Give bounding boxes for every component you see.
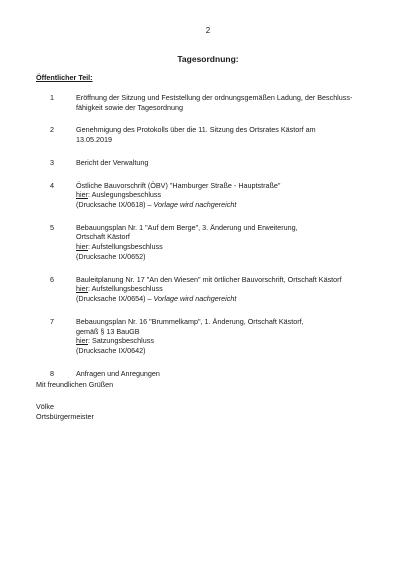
text-segment: Eröffnung der Sitzung und Feststellung der ordnungsgemäßen Ladung, der Beschluss- [76, 93, 353, 102]
agenda-item-text [76, 275, 381, 304]
agenda-item-text [76, 369, 381, 379]
signature-block [36, 402, 94, 421]
agenda-item [36, 317, 381, 356]
agenda-item-line [76, 294, 381, 304]
agenda-item-text [76, 317, 381, 356]
agenda-item [36, 369, 381, 379]
agenda-item-line [76, 242, 381, 252]
text-segment: Bebauungsplan Nr. 16 "Brummelkamp", 1. Änderung, Ortschaft Kästorf, [76, 316, 304, 326]
agenda-item-number: 6 [50, 274, 54, 284]
agenda-item-number: 1 [50, 93, 54, 102]
agenda-item-number: 7 [50, 316, 54, 326]
text-segment: (Drucksache IX/0652) [76, 251, 146, 261]
agenda-item-number: 3 [50, 157, 54, 167]
text-segment: Bericht der Verwaltung [76, 157, 149, 167]
underlined-text: hier [76, 336, 88, 346]
agenda-item-line [76, 200, 381, 210]
text-segment: (Drucksache IX/0654) – [76, 294, 154, 304]
underlined-text: hier [76, 242, 88, 252]
agenda-item-text [76, 181, 381, 210]
agenda-item [36, 93, 381, 112]
signature-role: Ortsbürgermeister [36, 411, 94, 421]
agenda-item-line [76, 252, 381, 262]
text-segment: : Satzungsbeschluss [88, 336, 154, 346]
agenda-item-number: 4 [50, 180, 54, 190]
text-segment: gemäß § 13 BauGB [76, 326, 140, 336]
text-segment: fähigkeit sowie der Tagesordnung [76, 102, 183, 112]
agenda-item-line [76, 284, 381, 294]
text-segment: : Auslegungsbeschluss [88, 190, 162, 200]
section-label: Öffentlicher Teil: [36, 73, 93, 82]
agenda-item [36, 158, 381, 168]
agenda-item-line [76, 190, 381, 200]
agenda-item-line [76, 158, 381, 168]
agenda-list [36, 93, 381, 391]
text-segment: : Aufstellungsbeschluss [88, 242, 163, 252]
italic-note: Vorlage wird nachgereicht [153, 200, 237, 210]
agenda-item-text [76, 223, 381, 262]
signature-name: Völke [36, 402, 54, 411]
page-number: 2 [205, 26, 211, 35]
agenda-item-line [76, 317, 381, 327]
underlined-text: hier [76, 284, 88, 294]
agenda-item-line [76, 125, 381, 135]
text-segment: Genehmigung des Protokolls über die 11. Sitzung des Ortsrates Kästorf am [76, 125, 316, 135]
page-title: Tagesordnung: [177, 54, 239, 64]
text-segment: Bauleitplanung Nr. 17 "An den Wiesen" mit örtlicher Bauvorschrift, Ortschaft Kästorf [76, 274, 342, 284]
agenda-item-line [76, 181, 381, 191]
agenda-item-line [76, 232, 381, 242]
text-segment: (Drucksache IX/0642) [76, 345, 146, 355]
agenda-item-line [76, 223, 381, 233]
agenda-item-line [76, 327, 381, 337]
agenda-item-number: 8 [50, 368, 54, 378]
text-segment: Anfragen und Anregungen [76, 368, 160, 378]
italic-note: Vorlage wird nachgereicht [153, 294, 237, 304]
text-segment: 13.05.2019 [76, 135, 112, 145]
agenda-item-number: 2 [50, 125, 54, 135]
agenda-item-text [76, 125, 381, 144]
agenda-item [36, 223, 381, 262]
agenda-item [36, 181, 381, 210]
agenda-item-text [76, 93, 381, 112]
agenda-item-line [76, 369, 381, 379]
text-segment: Bebauungsplan Nr. 1 "Auf dem Berge", 3. Änderung und Erweiterung, [76, 222, 298, 232]
agenda-item [36, 125, 381, 144]
text-segment: Ortschaft Kästorf [76, 232, 130, 242]
agenda-item-line [76, 275, 381, 285]
agenda-item-text [76, 158, 381, 168]
text-segment: Östliche Bauvorschrift (ÖBV) "Hamburger Straße - Hauptstraße" [76, 180, 281, 190]
agenda-item-line [76, 346, 381, 356]
agenda-item-line [76, 93, 381, 103]
agenda-item-line [76, 103, 381, 113]
text-segment: : Aufstellungsbeschluss [88, 284, 163, 294]
text-segment: (Drucksache IX/0618) – [76, 200, 154, 210]
closing-greeting: Mit freundlichen Grüßen [36, 380, 114, 389]
agenda-item-line [76, 135, 381, 145]
agenda-item [36, 275, 381, 304]
agenda-item-line [76, 336, 381, 346]
agenda-item-number: 5 [50, 222, 54, 232]
underlined-text: hier [76, 190, 88, 200]
